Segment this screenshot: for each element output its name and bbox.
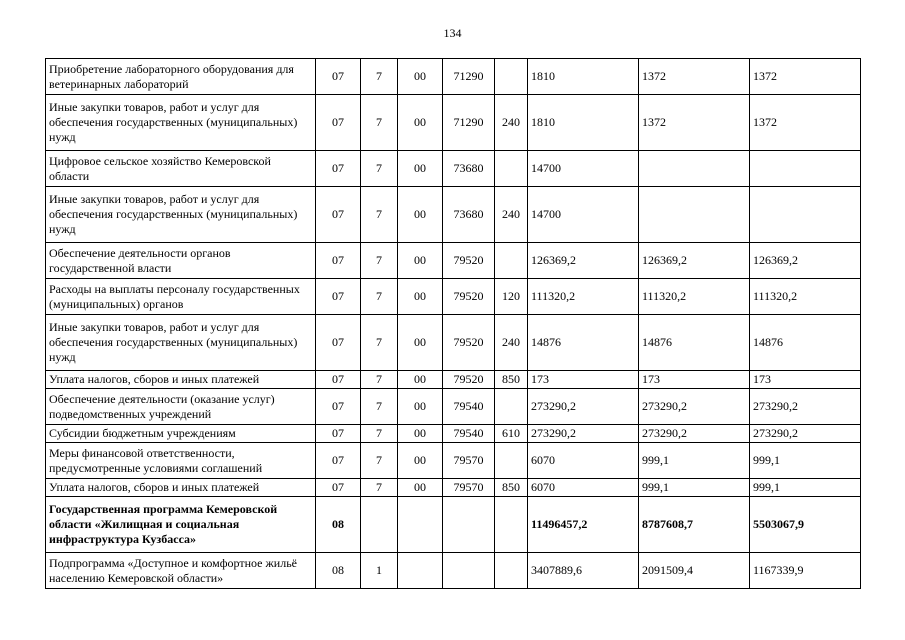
amount-year-2 [639, 187, 750, 243]
direction-code: 00 [398, 95, 443, 151]
amount-year-1: 1810 [528, 95, 639, 151]
amount-year-3: 273290,2 [750, 389, 861, 425]
article-code: 71290 [443, 59, 495, 95]
table-row [46, 243, 861, 279]
program-code: 07 [316, 59, 361, 95]
direction-code [398, 497, 443, 553]
table-row [46, 279, 861, 315]
amount-year-2: 126369,2 [639, 243, 750, 279]
row-name: Обеспечение деятельности (оказание услуг) подведомственных учреждений [46, 389, 316, 425]
row-name: Обеспечение деятельности органов государственной власти [46, 243, 316, 279]
article-code: 79570 [443, 443, 495, 479]
amount-year-3: 14876 [750, 315, 861, 371]
amount-year-3: 1167339,9 [750, 553, 861, 589]
program-code: 07 [316, 389, 361, 425]
article-code: 79520 [443, 279, 495, 315]
expense-type-code: 850 [495, 479, 528, 497]
expense-type-code [495, 553, 528, 589]
expense-type-code: 240 [495, 95, 528, 151]
amount-year-1: 14700 [528, 151, 639, 187]
table-row [46, 59, 861, 95]
row-name: Иные закупки товаров, работ и услуг для обеспечения государственных (муниципальных) нужд [46, 95, 316, 151]
direction-code: 00 [398, 279, 443, 315]
subprogram-code: 7 [361, 371, 398, 389]
table-row [46, 443, 861, 479]
direction-code: 00 [398, 243, 443, 279]
amount-year-3: 111320,2 [750, 279, 861, 315]
amount-year-1: 126369,2 [528, 243, 639, 279]
page-number: 134 [443, 26, 462, 40]
article-code: 79520 [443, 243, 495, 279]
amount-year-3: 999,1 [750, 479, 861, 497]
subprogram-code: 7 [361, 425, 398, 443]
amount-year-3: 999,1 [750, 443, 861, 479]
amount-year-2: 273290,2 [639, 425, 750, 443]
table-row [46, 371, 861, 389]
direction-code: 00 [398, 151, 443, 187]
amount-year-2: 1372 [639, 95, 750, 151]
table-row [46, 187, 861, 243]
subprogram-code: 7 [361, 389, 398, 425]
expense-type-code [495, 497, 528, 553]
table-row [46, 389, 861, 425]
table-body [46, 59, 861, 589]
direction-code: 00 [398, 371, 443, 389]
amount-year-1: 173 [528, 371, 639, 389]
amount-year-1: 6070 [528, 479, 639, 497]
amount-year-2: 273290,2 [639, 389, 750, 425]
amount-year-2: 1372 [639, 59, 750, 95]
amount-year-1: 1810 [528, 59, 639, 95]
budget-table [45, 58, 861, 589]
amount-year-3: 1372 [750, 59, 861, 95]
table-row [46, 151, 861, 187]
amount-year-3: 1372 [750, 95, 861, 151]
table-row [46, 425, 861, 443]
article-code: 79520 [443, 371, 495, 389]
subprogram-code: 7 [361, 243, 398, 279]
direction-code: 00 [398, 425, 443, 443]
amount-year-2: 999,1 [639, 443, 750, 479]
direction-code: 00 [398, 443, 443, 479]
direction-code: 00 [398, 479, 443, 497]
direction-code: 00 [398, 187, 443, 243]
program-code: 07 [316, 425, 361, 443]
amount-year-2: 14876 [639, 315, 750, 371]
row-name: Иные закупки товаров, работ и услуг для обеспечения государственных (муниципальных) нужд [46, 187, 316, 243]
program-code: 07 [316, 443, 361, 479]
subprogram-code: 7 [361, 315, 398, 371]
program-code: 08 [316, 553, 361, 589]
amount-year-3 [750, 187, 861, 243]
amount-year-3: 173 [750, 371, 861, 389]
amount-year-3: 273290,2 [750, 425, 861, 443]
row-name: Цифровое сельское хозяйство Кемеровской области [46, 151, 316, 187]
amount-year-3 [750, 151, 861, 187]
expense-type-code [495, 389, 528, 425]
table-row [46, 497, 861, 553]
subprogram-code: 7 [361, 59, 398, 95]
expense-type-code: 240 [495, 187, 528, 243]
article-code: 71290 [443, 95, 495, 151]
amount-year-1: 14876 [528, 315, 639, 371]
direction-code: 00 [398, 389, 443, 425]
subprogram-code: 7 [361, 279, 398, 315]
subprogram-code: 1 [361, 553, 398, 589]
amount-year-2: 173 [639, 371, 750, 389]
article-code: 79570 [443, 479, 495, 497]
expense-type-code [495, 243, 528, 279]
expense-type-code [495, 443, 528, 479]
amount-year-1: 273290,2 [528, 425, 639, 443]
row-name: Субсидии бюджетным учреждениям [46, 425, 316, 443]
program-code: 07 [316, 151, 361, 187]
expense-type-code: 120 [495, 279, 528, 315]
amount-year-2: 111320,2 [639, 279, 750, 315]
expense-type-code: 240 [495, 315, 528, 371]
direction-code [398, 553, 443, 589]
amount-year-2: 999,1 [639, 479, 750, 497]
row-name: Государственная программа Кемеровской области «Жилищная и социальная инфраструктура Кузбасса» [46, 497, 316, 553]
table-row [46, 315, 861, 371]
program-code: 07 [316, 315, 361, 371]
expense-type-code: 850 [495, 371, 528, 389]
row-name: Меры финансовой ответственности, предусмотренные условиями соглашений [46, 443, 316, 479]
amount-year-1: 6070 [528, 443, 639, 479]
amount-year-2: 8787608,7 [639, 497, 750, 553]
program-code: 07 [316, 371, 361, 389]
program-code: 07 [316, 243, 361, 279]
amount-year-1: 14700 [528, 187, 639, 243]
row-name: Подпрограмма «Доступное и комфортное жильё населению Кемеровской области» [46, 553, 316, 589]
amount-year-1: 3407889,6 [528, 553, 639, 589]
table-row [46, 553, 861, 589]
program-code: 07 [316, 187, 361, 243]
program-code: 07 [316, 95, 361, 151]
article-code: 79540 [443, 425, 495, 443]
subprogram-code: 7 [361, 95, 398, 151]
direction-code: 00 [398, 315, 443, 371]
amount-year-1: 111320,2 [528, 279, 639, 315]
table-row [46, 95, 861, 151]
expense-type-code [495, 151, 528, 187]
amount-year-2: 2091509,4 [639, 553, 750, 589]
expense-type-code: 610 [495, 425, 528, 443]
program-code: 07 [316, 279, 361, 315]
article-code [443, 553, 495, 589]
row-name: Иные закупки товаров, работ и услуг для обеспечения государственных (муниципальных) нужд [46, 315, 316, 371]
article-code: 79520 [443, 315, 495, 371]
article-code [443, 497, 495, 553]
article-code: 73680 [443, 151, 495, 187]
table-row [46, 479, 861, 497]
amount-year-1: 11496457,2 [528, 497, 639, 553]
subprogram-code [361, 497, 398, 553]
program-code: 07 [316, 479, 361, 497]
subprogram-code: 7 [361, 151, 398, 187]
amount-year-3: 126369,2 [750, 243, 861, 279]
row-name: Уплата налогов, сборов и иных платежей [46, 479, 316, 497]
row-name: Приобретение лабораторного оборудования для ветеринарных лабораторий [46, 59, 316, 95]
article-code: 73680 [443, 187, 495, 243]
direction-code: 00 [398, 59, 443, 95]
expense-type-code [495, 59, 528, 95]
amount-year-3: 5503067,9 [750, 497, 861, 553]
row-name: Расходы на выплаты персоналу государственных (муниципальных) органов [46, 279, 316, 315]
subprogram-code: 7 [361, 443, 398, 479]
program-code: 08 [316, 497, 361, 553]
row-name: Уплата налогов, сборов и иных платежей [46, 371, 316, 389]
subprogram-code: 7 [361, 187, 398, 243]
amount-year-1: 273290,2 [528, 389, 639, 425]
amount-year-2 [639, 151, 750, 187]
article-code: 79540 [443, 389, 495, 425]
subprogram-code: 7 [361, 479, 398, 497]
